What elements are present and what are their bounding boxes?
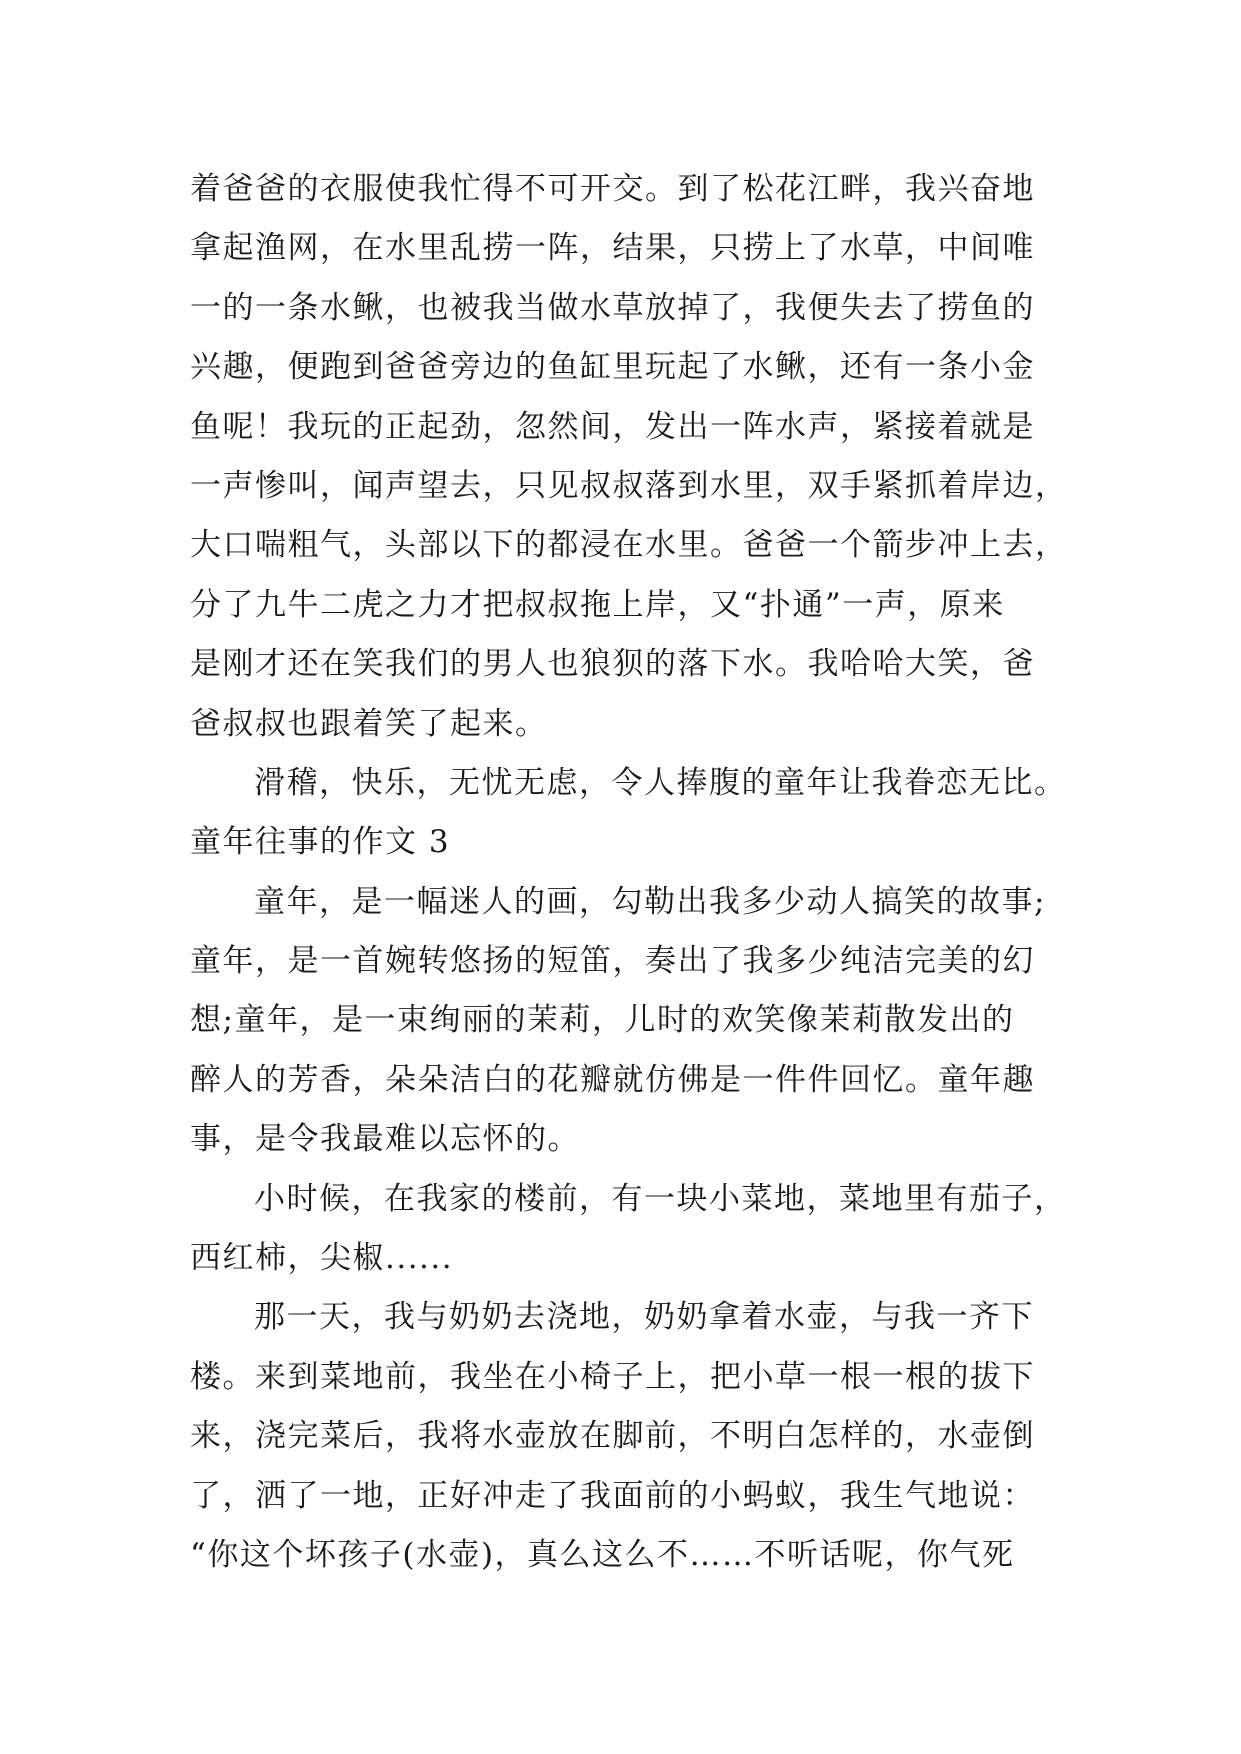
text-line: 大口喘粗气，头部以下的都浸在水里。爸爸一个箭步冲上去，: [190, 527, 1068, 564]
text-line: 兴趣，便跑到爸爸旁边的鱼缸里玩起了水鳅，还有一条小金: [190, 349, 1035, 386]
text-line: 鱼呢！我玩的正起劲，忽然间，发出一阵水声，紧接着就是: [190, 408, 1035, 445]
section-heading: 童年往事的作文 3: [190, 824, 451, 861]
text-line: 一声惨叫，闻声望去，只见叔叔落到水里，双手紧抓着岸边，: [190, 467, 1068, 504]
text-line: 分了九牛二虎之力才把叔叔拖上岸，又“扑通”一声，原来: [190, 586, 1005, 623]
paragraph-start-line: 小时候，在我家的楼前，有一块小菜地，菜地里有茄子，: [254, 1180, 1067, 1217]
text-line: 了，洒了一地，正好冲走了我面前的小蚂蚁，我生气地说：: [190, 1477, 1035, 1514]
paragraph-start-line: 童年，是一幅迷人的画，勾勒出我多少动人搞笑的故事;: [254, 883, 1046, 920]
text-line: 楼。来到菜地前，我坐在小椅子上，把小草一根一根的拔下: [190, 1358, 1035, 1395]
text-line: 拿起渔网，在水里乱捞一阵，结果，只捞上了水草，中间唯: [190, 230, 1035, 267]
paragraph-start-line: 滑稽，快乐，无忧无虑，令人捧腹的童年让我眷恋无比。: [254, 764, 1067, 801]
paragraph-start-line: 那一天，我与奶奶去浇地，奶奶拿着水壶，与我一齐下: [254, 1299, 1034, 1336]
text-line: 醉人的芳香，朵朵洁白的花瓣就仿佛是一件件回忆。童年趣: [190, 1061, 1035, 1098]
document-page: [190, 160, 1068, 1680]
text-line: 一的一条水鳅，也被我当做水草放掉了，我便失去了捞鱼的: [190, 289, 1035, 326]
text-line: 着爸爸的衣服使我忙得不可开交。到了松花江畔，我兴奋地: [190, 171, 1035, 207]
text-line: 童年，是一首婉转悠扬的短笛，奏出了我多少纯洁完美的幻: [190, 943, 1035, 980]
text-line: “你这个坏孩子(水壶)，真么这么不……不听话呢，你气死: [190, 1536, 1015, 1573]
text-line: 来，浇完菜后，我将水壶放在脚前，不明白怎样的，水壶倒: [190, 1418, 1035, 1455]
text-line: 想;童年，是一束绚丽的茉莉，儿时的欢笑像茉莉散发出的: [190, 1002, 1015, 1039]
text-line: 是刚才还在笑我们的男人也狼狈的落下水。我哈哈大笑，爸: [190, 646, 1035, 683]
text-line: 西红柿，尖椒......: [190, 1240, 454, 1277]
text-line: 爸叔叔也跟着笑了起来。: [190, 705, 548, 742]
text-line: 事，是令我最难以忘怀的。: [190, 1121, 580, 1158]
